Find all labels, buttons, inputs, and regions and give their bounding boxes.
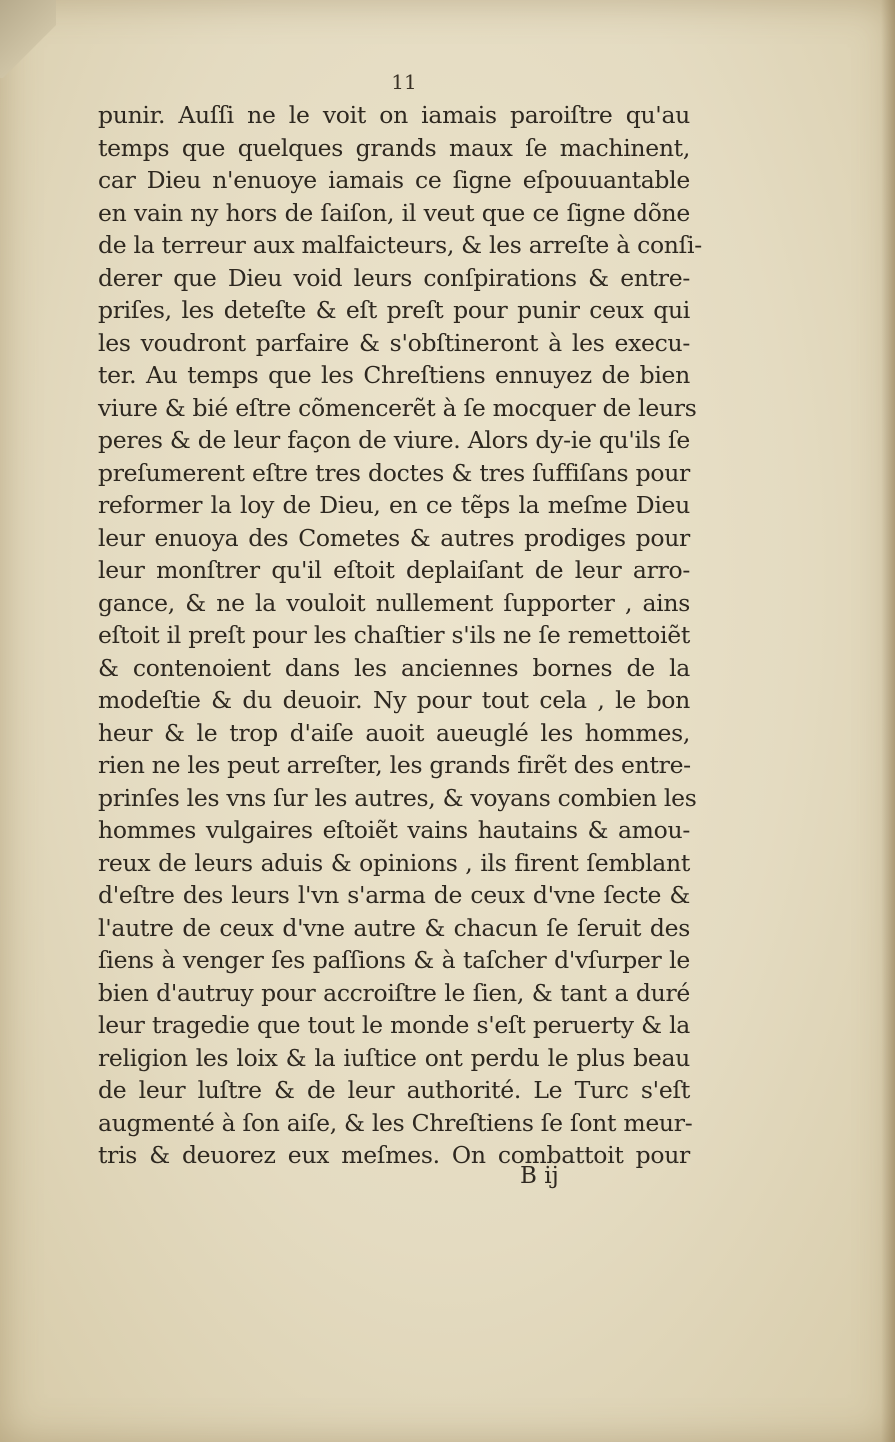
text-line: eſtoit il preſt pour les chaſtier s'ils ne ſe remettoiẽt xyxy=(98,621,690,649)
body-text xyxy=(98,99,702,1172)
text-line: de la terreur aux malfaicteurs, & les arreſte à conſi- xyxy=(98,231,702,259)
text-line: derer que Dieu void leurs conſpirations & entre- xyxy=(98,263,690,292)
folded-corner xyxy=(0,0,56,78)
text-line: ſiens à venger ſes paſſions & à taſcher d'vſurper le xyxy=(98,946,690,974)
text-line: leur tragedie que tout le monde s'eſt peruerty & la xyxy=(98,1011,690,1039)
text-line: preſumerent eſtre tres doctes & tres ſuffiſans pour xyxy=(98,458,690,487)
text-line: tris & deuorez eux meſmes. On combattoit pour xyxy=(98,1141,690,1169)
page-number: 11 xyxy=(391,70,417,94)
text-line: rien ne les peut arreſter, les grands firẽt des entre- xyxy=(98,751,691,779)
signature-mark: B ij xyxy=(520,1163,559,1189)
text-line: d'eſtre des leurs l'vn s'arma de ceux d'vne ſecte & xyxy=(98,881,690,909)
text-line: reformer la loy de Dieu, en ce tẽps la meſme Dieu xyxy=(98,491,690,519)
text-line: heur & le trop d'aiſe auoit aueuglé les hommes, xyxy=(98,718,690,747)
text-line: punir. Auſſi ne le voit on iamais paroiſtre qu'au xyxy=(98,101,690,129)
text-line: viure & bié eſtre cõmencerẽt à ſe mocquer de leurs xyxy=(98,393,697,422)
text-line: en vain ny hors de ſaiſon, il veut que ce ſigne dõne xyxy=(98,198,690,227)
text-line: augmenté à ſon aiſe, & les Chreſtiens ſe ſont meur- xyxy=(98,1108,693,1137)
text-line: hommes vulgaires eſtoiẽt vains hautains & amou- xyxy=(98,816,690,844)
text-line: religion les loix & la iuſtice ont perdu le plus beau xyxy=(98,1043,690,1072)
text-line: leur enuoya des Cometes & autres prodiges pour xyxy=(98,523,690,552)
text-line: les voudront parfaire & s'obſtineront à les execu- xyxy=(98,328,690,357)
text-line: & contenoient dans les anciennes bornes de la xyxy=(98,653,690,682)
text-line: modeſtie & du deuoir. Ny pour tout cela , le bon xyxy=(98,686,690,714)
text-line: ter. Au temps que les Chreſtiens ennuyez de bien xyxy=(98,361,690,389)
text-line: reux de leurs aduis & opinions , ils firent ſemblant xyxy=(98,848,690,877)
text-line: l'autre de ceux d'vne autre & chacun ſe ſeruit des xyxy=(98,913,690,942)
text-line: de leur luſtre & de leur authorité. Le Turc s'eſt xyxy=(98,1076,690,1104)
text-line: leur monſtrer qu'il eſtoit deplaiſant de leur arro- xyxy=(98,556,690,584)
text-line: peres & de leur façon de viure. Alors dy-ie qu'ils ſe xyxy=(98,426,690,454)
text-line: prinſes les vns ſur les autres, & voyans combien les xyxy=(98,783,697,812)
text-line: gance, & ne la vouloit nullement ſupporter , ains xyxy=(98,588,690,617)
text-line: temps que quelques grands maux ſe machinent, xyxy=(98,133,690,162)
text-line: bien d'autruy pour accroiſtre le ſien, & tant a duré xyxy=(98,978,690,1007)
text-line: car Dieu n'enuoye iamais ce ſigne eſpouuantable xyxy=(98,166,690,194)
text-line: priſes, les deteſte & eſt preſt pour punir ceux qui xyxy=(98,296,690,324)
page-edge-shadow xyxy=(881,0,895,1442)
